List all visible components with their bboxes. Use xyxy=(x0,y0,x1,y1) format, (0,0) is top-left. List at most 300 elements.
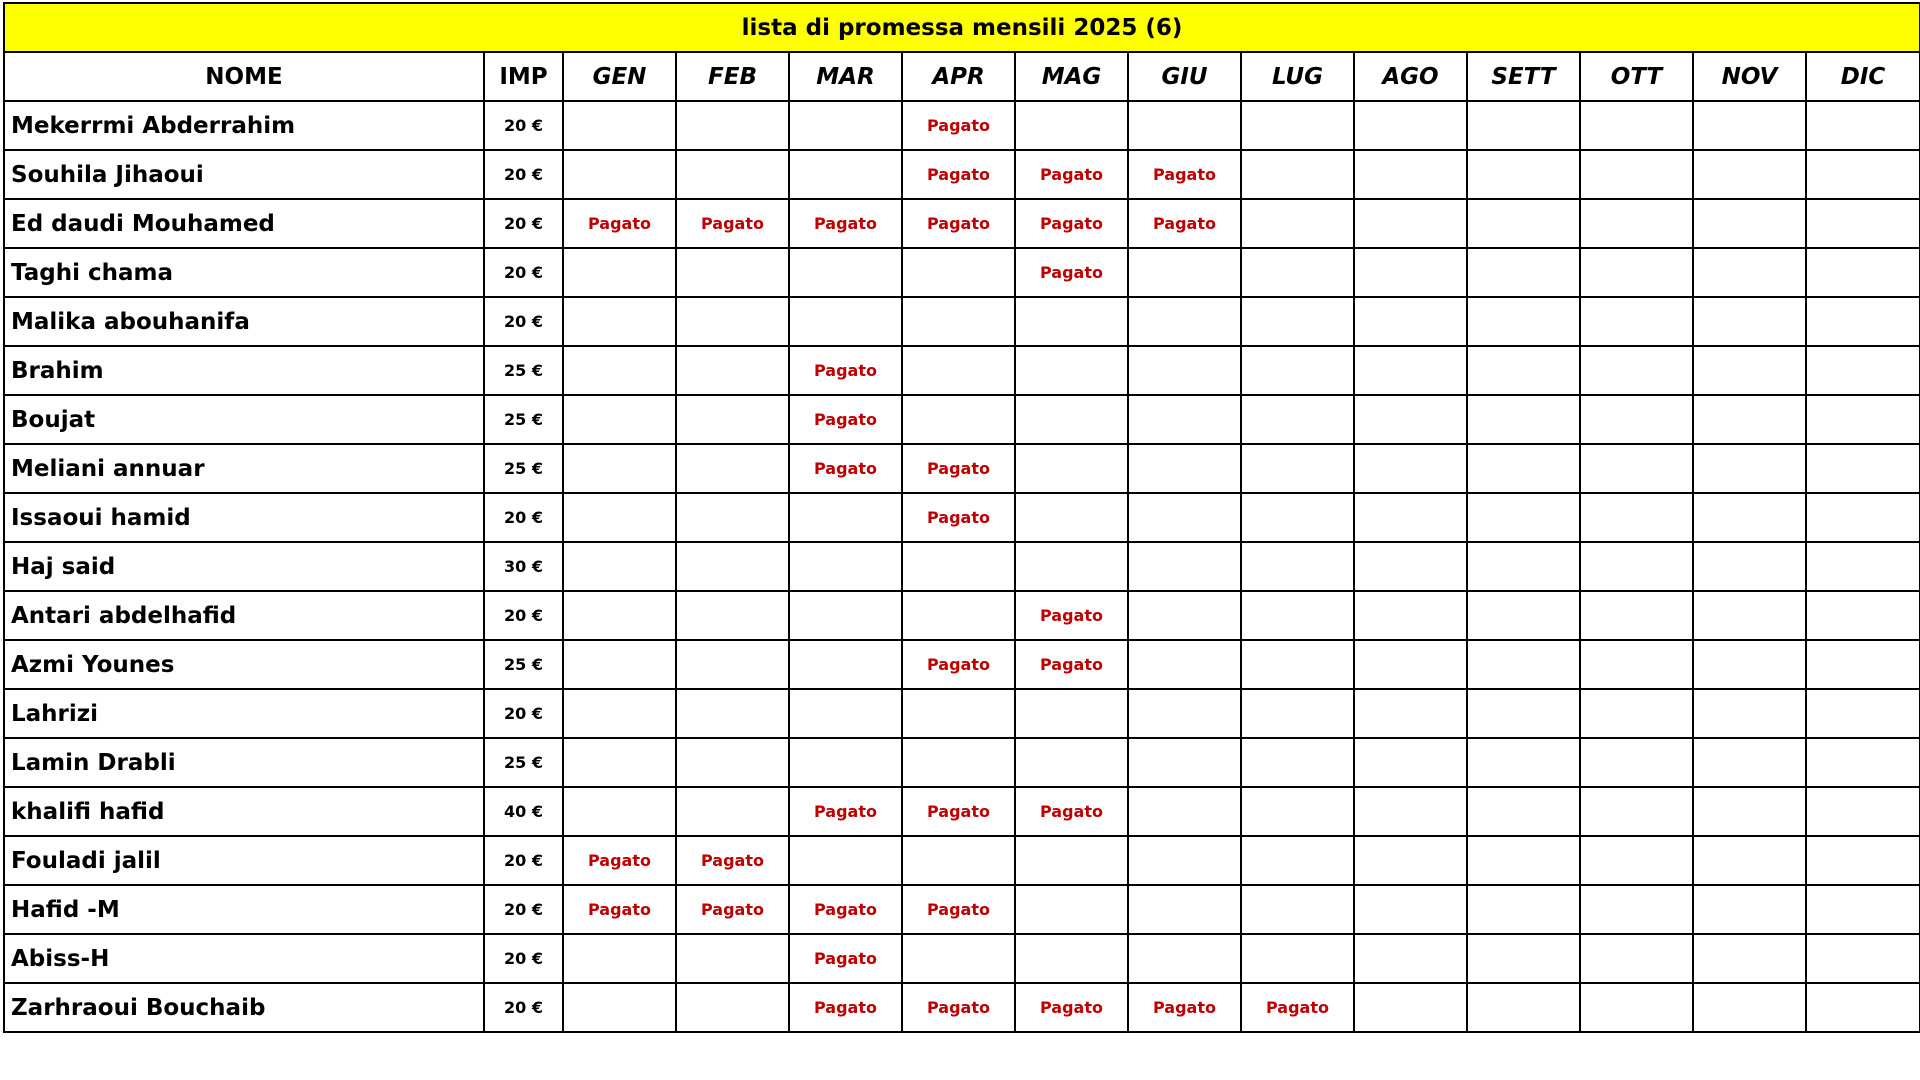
month-cell-mag[interactable] xyxy=(1015,689,1128,738)
month-cell-giu[interactable] xyxy=(1128,395,1241,444)
month-cell-apr[interactable]: Pagato xyxy=(902,493,1015,542)
month-cell-sett[interactable] xyxy=(1467,885,1580,934)
month-cell-ott[interactable] xyxy=(1580,150,1693,199)
month-cell-dic[interactable] xyxy=(1806,689,1920,738)
month-cell-dic[interactable] xyxy=(1806,934,1920,983)
month-cell-feb[interactable] xyxy=(676,395,789,444)
name-cell[interactable]: Souhila Jihaoui xyxy=(4,150,484,199)
month-cell-nov[interactable] xyxy=(1693,395,1806,444)
month-cell-feb[interactable] xyxy=(676,738,789,787)
month-cell-ott[interactable] xyxy=(1580,346,1693,395)
amount-cell[interactable]: 25 € xyxy=(484,346,563,395)
month-cell-feb[interactable] xyxy=(676,591,789,640)
amount-cell[interactable]: 30 € xyxy=(484,542,563,591)
month-cell-gen[interactable]: Pagato xyxy=(563,885,676,934)
table-row xyxy=(4,983,1920,1032)
table-row xyxy=(4,934,1920,983)
column-header-sett[interactable]: SETT xyxy=(1467,52,1580,101)
month-cell-gen[interactable] xyxy=(563,934,676,983)
month-cell-ott[interactable] xyxy=(1580,542,1693,591)
month-cell-mar[interactable] xyxy=(789,150,902,199)
month-cell-ago[interactable] xyxy=(1354,297,1467,346)
month-cell-dic[interactable] xyxy=(1806,787,1920,836)
month-cell-apr[interactable]: Pagato xyxy=(902,885,1015,934)
month-cell-lug[interactable] xyxy=(1241,934,1354,983)
month-cell-ago[interactable] xyxy=(1354,836,1467,885)
table-row xyxy=(4,885,1920,934)
month-cell-lug[interactable] xyxy=(1241,738,1354,787)
month-cell-sett[interactable] xyxy=(1467,738,1580,787)
month-cell-giu[interactable] xyxy=(1128,787,1241,836)
month-cell-gen[interactable] xyxy=(563,297,676,346)
month-cell-gen[interactable] xyxy=(563,493,676,542)
month-cell-nov[interactable] xyxy=(1693,346,1806,395)
month-cell-ott[interactable] xyxy=(1580,738,1693,787)
month-cell-dic[interactable] xyxy=(1806,346,1920,395)
month-cell-ott[interactable] xyxy=(1580,101,1693,150)
month-cell-giu[interactable] xyxy=(1128,836,1241,885)
header-row xyxy=(4,52,1920,101)
amount-cell[interactable]: 20 € xyxy=(484,591,563,640)
month-cell-lug[interactable] xyxy=(1241,297,1354,346)
month-cell-gen[interactable] xyxy=(563,150,676,199)
month-cell-mar[interactable]: Pagato xyxy=(789,934,902,983)
name-cell[interactable]: Antari abdelhafid xyxy=(4,591,484,640)
month-cell-feb[interactable] xyxy=(676,787,789,836)
month-cell-dic[interactable] xyxy=(1806,836,1920,885)
table-row xyxy=(4,738,1920,787)
month-cell-mag[interactable] xyxy=(1015,738,1128,787)
month-cell-lug[interactable] xyxy=(1241,493,1354,542)
amount-cell[interactable]: 20 € xyxy=(484,836,563,885)
month-cell-feb[interactable] xyxy=(676,101,789,150)
month-cell-dic[interactable] xyxy=(1806,493,1920,542)
month-cell-ago[interactable] xyxy=(1354,934,1467,983)
month-cell-mar[interactable] xyxy=(789,836,902,885)
month-cell-mag[interactable] xyxy=(1015,444,1128,493)
month-cell-feb[interactable]: Pagato xyxy=(676,199,789,248)
name-cell[interactable]: Abiss-H xyxy=(4,934,484,983)
month-cell-nov[interactable] xyxy=(1693,248,1806,297)
name-cell[interactable]: Malika abouhanifa xyxy=(4,297,484,346)
table-row xyxy=(4,836,1920,885)
table-row xyxy=(4,689,1920,738)
month-cell-nov[interactable] xyxy=(1693,444,1806,493)
month-cell-ott[interactable] xyxy=(1580,297,1693,346)
month-cell-mar[interactable] xyxy=(789,591,902,640)
name-cell[interactable]: Hafid -M xyxy=(4,885,484,934)
month-cell-feb[interactable]: Pagato xyxy=(676,836,789,885)
column-header-apr[interactable]: APR xyxy=(902,52,1015,101)
month-cell-dic[interactable] xyxy=(1806,444,1920,493)
month-cell-ago[interactable] xyxy=(1354,689,1467,738)
month-cell-lug[interactable]: Pagato xyxy=(1241,983,1354,1032)
month-cell-giu[interactable] xyxy=(1128,346,1241,395)
month-cell-giu[interactable] xyxy=(1128,248,1241,297)
month-cell-ott[interactable] xyxy=(1580,836,1693,885)
month-cell-gen[interactable] xyxy=(563,689,676,738)
month-cell-apr[interactable] xyxy=(902,591,1015,640)
month-cell-mag[interactable]: Pagato xyxy=(1015,787,1128,836)
month-cell-lug[interactable] xyxy=(1241,150,1354,199)
month-cell-lug[interactable] xyxy=(1241,542,1354,591)
amount-cell[interactable]: 20 € xyxy=(484,689,563,738)
month-cell-ago[interactable] xyxy=(1354,787,1467,836)
month-cell-ago[interactable] xyxy=(1354,444,1467,493)
column-header-nov[interactable]: NOV xyxy=(1693,52,1806,101)
name-cell[interactable]: Brahim xyxy=(4,346,484,395)
month-cell-apr[interactable] xyxy=(902,934,1015,983)
month-cell-mar[interactable]: Pagato xyxy=(789,983,902,1032)
name-cell[interactable]: Ed daudi Mouhamed xyxy=(4,199,484,248)
month-cell-ago[interactable] xyxy=(1354,150,1467,199)
month-cell-nov[interactable] xyxy=(1693,101,1806,150)
month-cell-ago[interactable] xyxy=(1354,542,1467,591)
month-cell-gen[interactable] xyxy=(563,542,676,591)
month-cell-nov[interactable] xyxy=(1693,199,1806,248)
month-cell-dic[interactable] xyxy=(1806,199,1920,248)
amount-cell[interactable]: 20 € xyxy=(484,885,563,934)
month-cell-lug[interactable] xyxy=(1241,101,1354,150)
column-header-feb[interactable]: FEB xyxy=(676,52,789,101)
month-cell-nov[interactable] xyxy=(1693,493,1806,542)
month-cell-mag[interactable] xyxy=(1015,885,1128,934)
month-cell-ott[interactable] xyxy=(1580,199,1693,248)
month-cell-nov[interactable] xyxy=(1693,640,1806,689)
month-cell-giu[interactable] xyxy=(1128,493,1241,542)
month-cell-lug[interactable] xyxy=(1241,787,1354,836)
month-cell-apr[interactable] xyxy=(902,836,1015,885)
month-cell-gen[interactable] xyxy=(563,395,676,444)
month-cell-apr[interactable] xyxy=(902,689,1015,738)
month-cell-gen[interactable] xyxy=(563,444,676,493)
month-cell-sett[interactable] xyxy=(1467,493,1580,542)
month-cell-nov[interactable] xyxy=(1693,150,1806,199)
table-row xyxy=(4,101,1920,150)
month-cell-dic[interactable] xyxy=(1806,885,1920,934)
month-cell-ago[interactable] xyxy=(1354,395,1467,444)
month-cell-gen[interactable]: Pagato xyxy=(563,199,676,248)
column-header-mag[interactable]: MAG xyxy=(1015,52,1128,101)
month-cell-sett[interactable] xyxy=(1467,542,1580,591)
month-cell-ott[interactable] xyxy=(1580,885,1693,934)
name-cell[interactable]: Fouladi jalil xyxy=(4,836,484,885)
month-cell-feb[interactable] xyxy=(676,346,789,395)
month-cell-apr[interactable] xyxy=(902,738,1015,787)
month-cell-mag[interactable]: Pagato xyxy=(1015,983,1128,1032)
month-cell-sett[interactable] xyxy=(1467,640,1580,689)
amount-cell[interactable]: 25 € xyxy=(484,395,563,444)
name-cell[interactable]: Haj said xyxy=(4,542,484,591)
month-cell-feb[interactable] xyxy=(676,150,789,199)
column-header-ott[interactable]: OTT xyxy=(1580,52,1693,101)
month-cell-mag[interactable]: Pagato xyxy=(1015,150,1128,199)
month-cell-nov[interactable] xyxy=(1693,787,1806,836)
month-cell-mag[interactable] xyxy=(1015,934,1128,983)
month-cell-sett[interactable] xyxy=(1467,395,1580,444)
month-cell-lug[interactable] xyxy=(1241,346,1354,395)
month-cell-feb[interactable]: Pagato xyxy=(676,885,789,934)
month-cell-feb[interactable] xyxy=(676,640,789,689)
month-cell-nov[interactable] xyxy=(1693,738,1806,787)
month-cell-gen[interactable]: Pagato xyxy=(563,836,676,885)
month-cell-gen[interactable] xyxy=(563,591,676,640)
month-cell-giu[interactable] xyxy=(1128,689,1241,738)
amount-cell[interactable]: 20 € xyxy=(484,101,563,150)
table-row xyxy=(4,787,1920,836)
name-cell[interactable]: Boujat xyxy=(4,395,484,444)
column-header-gen[interactable]: GEN xyxy=(563,52,676,101)
month-cell-mag[interactable] xyxy=(1015,493,1128,542)
month-cell-dic[interactable] xyxy=(1806,640,1920,689)
month-cell-ago[interactable] xyxy=(1354,738,1467,787)
month-cell-mag[interactable]: Pagato xyxy=(1015,199,1128,248)
month-cell-lug[interactable] xyxy=(1241,591,1354,640)
month-cell-ott[interactable] xyxy=(1580,787,1693,836)
amount-cell[interactable]: 20 € xyxy=(484,297,563,346)
month-cell-mag[interactable]: Pagato xyxy=(1015,248,1128,297)
month-cell-nov[interactable] xyxy=(1693,591,1806,640)
name-cell[interactable]: Lamin Drabli xyxy=(4,738,484,787)
month-cell-mag[interactable]: Pagato xyxy=(1015,640,1128,689)
month-cell-ago[interactable] xyxy=(1354,101,1467,150)
month-cell-apr[interactable]: Pagato xyxy=(902,199,1015,248)
month-cell-mar[interactable]: Pagato xyxy=(789,885,902,934)
month-cell-mar[interactable]: Pagato xyxy=(789,395,902,444)
column-header-ago[interactable]: AGO xyxy=(1354,52,1467,101)
month-cell-apr[interactable]: Pagato xyxy=(902,444,1015,493)
month-cell-sett[interactable] xyxy=(1467,689,1580,738)
month-cell-gen[interactable] xyxy=(563,983,676,1032)
month-cell-feb[interactable] xyxy=(676,934,789,983)
month-cell-lug[interactable] xyxy=(1241,689,1354,738)
table-row xyxy=(4,444,1920,493)
month-cell-ott[interactable] xyxy=(1580,640,1693,689)
month-cell-ago[interactable] xyxy=(1354,199,1467,248)
amount-cell[interactable]: 20 € xyxy=(484,150,563,199)
month-cell-sett[interactable] xyxy=(1467,248,1580,297)
month-cell-giu[interactable]: Pagato xyxy=(1128,983,1241,1032)
month-cell-giu[interactable] xyxy=(1128,934,1241,983)
month-cell-sett[interactable] xyxy=(1467,934,1580,983)
column-header-mar[interactable]: MAR xyxy=(789,52,902,101)
month-cell-sett[interactable] xyxy=(1467,297,1580,346)
month-cell-ago[interactable] xyxy=(1354,493,1467,542)
month-cell-sett[interactable] xyxy=(1467,591,1580,640)
month-cell-lug[interactable] xyxy=(1241,444,1354,493)
amount-cell[interactable]: 20 € xyxy=(484,248,563,297)
table-row xyxy=(4,248,1920,297)
month-cell-apr[interactable] xyxy=(902,395,1015,444)
name-cell[interactable]: Issaoui hamid xyxy=(4,493,484,542)
month-cell-gen[interactable] xyxy=(563,738,676,787)
month-cell-mar[interactable] xyxy=(789,640,902,689)
month-cell-ago[interactable] xyxy=(1354,885,1467,934)
month-cell-dic[interactable] xyxy=(1806,395,1920,444)
month-cell-gen[interactable] xyxy=(563,248,676,297)
month-cell-mar[interactable] xyxy=(789,101,902,150)
month-cell-sett[interactable] xyxy=(1467,836,1580,885)
month-cell-nov[interactable] xyxy=(1693,297,1806,346)
month-cell-feb[interactable] xyxy=(676,248,789,297)
month-cell-apr[interactable]: Pagato xyxy=(902,101,1015,150)
name-cell[interactable]: Mekerrmi Abderrahim xyxy=(4,101,484,150)
month-cell-ott[interactable] xyxy=(1580,444,1693,493)
month-cell-gen[interactable] xyxy=(563,346,676,395)
amount-cell[interactable]: 40 € xyxy=(484,787,563,836)
month-cell-dic[interactable] xyxy=(1806,542,1920,591)
month-cell-feb[interactable] xyxy=(676,493,789,542)
month-cell-ago[interactable] xyxy=(1354,640,1467,689)
amount-cell[interactable]: 20 € xyxy=(484,493,563,542)
month-cell-giu[interactable]: Pagato xyxy=(1128,199,1241,248)
month-cell-nov[interactable] xyxy=(1693,689,1806,738)
month-cell-ott[interactable] xyxy=(1580,983,1693,1032)
month-cell-lug[interactable] xyxy=(1241,248,1354,297)
amount-cell[interactable]: 20 € xyxy=(484,983,563,1032)
month-cell-mag[interactable] xyxy=(1015,297,1128,346)
month-cell-nov[interactable] xyxy=(1693,885,1806,934)
month-cell-sett[interactable] xyxy=(1467,150,1580,199)
month-cell-ago[interactable] xyxy=(1354,346,1467,395)
month-cell-giu[interactable] xyxy=(1128,542,1241,591)
month-cell-nov[interactable] xyxy=(1693,983,1806,1032)
month-cell-mag[interactable] xyxy=(1015,395,1128,444)
month-cell-mar[interactable] xyxy=(789,542,902,591)
name-cell[interactable]: Lahrizi xyxy=(4,689,484,738)
payment-table xyxy=(3,2,1920,1033)
month-cell-mar[interactable] xyxy=(789,689,902,738)
month-cell-feb[interactable] xyxy=(676,689,789,738)
table-row xyxy=(4,493,1920,542)
month-cell-ago[interactable] xyxy=(1354,248,1467,297)
month-cell-giu[interactable] xyxy=(1128,738,1241,787)
month-cell-gen[interactable] xyxy=(563,101,676,150)
month-cell-giu[interactable] xyxy=(1128,640,1241,689)
month-cell-ott[interactable] xyxy=(1580,493,1693,542)
month-cell-nov[interactable] xyxy=(1693,836,1806,885)
month-cell-ott[interactable] xyxy=(1580,591,1693,640)
name-cell[interactable]: Taghi chama xyxy=(4,248,484,297)
month-cell-sett[interactable] xyxy=(1467,346,1580,395)
month-cell-apr[interactable]: Pagato xyxy=(902,983,1015,1032)
month-cell-apr[interactable]: Pagato xyxy=(902,640,1015,689)
month-cell-feb[interactable] xyxy=(676,297,789,346)
month-cell-mag[interactable] xyxy=(1015,836,1128,885)
table-row xyxy=(4,150,1920,199)
column-header-lug[interactable]: LUG xyxy=(1241,52,1354,101)
column-header-nome[interactable]: NOME xyxy=(4,52,484,101)
month-cell-mar[interactable] xyxy=(789,738,902,787)
month-cell-dic[interactable] xyxy=(1806,983,1920,1032)
name-cell[interactable]: Azmi Younes xyxy=(4,640,484,689)
month-cell-apr[interactable] xyxy=(902,248,1015,297)
month-cell-mar[interactable]: Pagato xyxy=(789,444,902,493)
table-body xyxy=(4,101,1920,1032)
month-cell-mar[interactable] xyxy=(789,493,902,542)
month-cell-ago[interactable] xyxy=(1354,983,1467,1032)
month-cell-apr[interactable] xyxy=(902,542,1015,591)
month-cell-giu[interactable] xyxy=(1128,101,1241,150)
amount-cell[interactable]: 20 € xyxy=(484,199,563,248)
month-cell-mag[interactable] xyxy=(1015,346,1128,395)
month-cell-mar[interactable] xyxy=(789,297,902,346)
month-cell-feb[interactable] xyxy=(676,444,789,493)
month-cell-ott[interactable] xyxy=(1580,689,1693,738)
month-cell-dic[interactable] xyxy=(1806,101,1920,150)
month-cell-nov[interactable] xyxy=(1693,934,1806,983)
month-cell-dic[interactable] xyxy=(1806,150,1920,199)
month-cell-giu[interactable]: Pagato xyxy=(1128,150,1241,199)
table-row xyxy=(4,542,1920,591)
month-cell-apr[interactable]: Pagato xyxy=(902,787,1015,836)
name-cell[interactable]: Zarhraoui Bouchaib xyxy=(4,983,484,1032)
month-cell-lug[interactable] xyxy=(1241,836,1354,885)
amount-cell[interactable]: 20 € xyxy=(484,934,563,983)
month-cell-ott[interactable] xyxy=(1580,934,1693,983)
month-cell-mag[interactable] xyxy=(1015,101,1128,150)
month-cell-lug[interactable] xyxy=(1241,395,1354,444)
month-cell-sett[interactable] xyxy=(1467,787,1580,836)
month-cell-feb[interactable] xyxy=(676,542,789,591)
table-row xyxy=(4,346,1920,395)
month-cell-lug[interactable] xyxy=(1241,885,1354,934)
column-header-dic[interactable]: DIC xyxy=(1806,52,1920,101)
table-row xyxy=(4,199,1920,248)
month-cell-mar[interactable]: Pagato xyxy=(789,346,902,395)
sheet-title[interactable]: lista di promessa mensili 2025 (6) xyxy=(4,3,1920,52)
month-cell-giu[interactable] xyxy=(1128,444,1241,493)
month-cell-apr[interactable] xyxy=(902,346,1015,395)
month-cell-apr[interactable] xyxy=(902,297,1015,346)
month-cell-feb[interactable] xyxy=(676,983,789,1032)
table-row xyxy=(4,591,1920,640)
month-cell-giu[interactable] xyxy=(1128,885,1241,934)
month-cell-mag[interactable]: Pagato xyxy=(1015,591,1128,640)
month-cell-mag[interactable] xyxy=(1015,542,1128,591)
column-header-giu[interactable]: GIU xyxy=(1128,52,1241,101)
month-cell-ago[interactable] xyxy=(1354,591,1467,640)
month-cell-dic[interactable] xyxy=(1806,591,1920,640)
month-cell-mar[interactable]: Pagato xyxy=(789,787,902,836)
name-cell[interactable]: Meliani annuar xyxy=(4,444,484,493)
month-cell-sett[interactable] xyxy=(1467,199,1580,248)
month-cell-sett[interactable] xyxy=(1467,444,1580,493)
month-cell-dic[interactable] xyxy=(1806,248,1920,297)
month-cell-lug[interactable] xyxy=(1241,640,1354,689)
month-cell-sett[interactable] xyxy=(1467,101,1580,150)
amount-cell[interactable]: 25 € xyxy=(484,640,563,689)
month-cell-lug[interactable] xyxy=(1241,199,1354,248)
month-cell-sett[interactable] xyxy=(1467,983,1580,1032)
month-cell-apr[interactable]: Pagato xyxy=(902,150,1015,199)
month-cell-nov[interactable] xyxy=(1693,542,1806,591)
month-cell-gen[interactable] xyxy=(563,640,676,689)
amount-cell[interactable]: 25 € xyxy=(484,738,563,787)
column-header-imp[interactable]: IMP xyxy=(484,52,563,101)
month-cell-ott[interactable] xyxy=(1580,248,1693,297)
month-cell-dic[interactable] xyxy=(1806,738,1920,787)
month-cell-giu[interactable] xyxy=(1128,297,1241,346)
month-cell-gen[interactable] xyxy=(563,787,676,836)
month-cell-mar[interactable]: Pagato xyxy=(789,199,902,248)
month-cell-ott[interactable] xyxy=(1580,395,1693,444)
name-cell[interactable]: khalifi hafid xyxy=(4,787,484,836)
month-cell-mar[interactable] xyxy=(789,248,902,297)
amount-cell[interactable]: 25 € xyxy=(484,444,563,493)
month-cell-dic[interactable] xyxy=(1806,297,1920,346)
month-cell-giu[interactable] xyxy=(1128,591,1241,640)
